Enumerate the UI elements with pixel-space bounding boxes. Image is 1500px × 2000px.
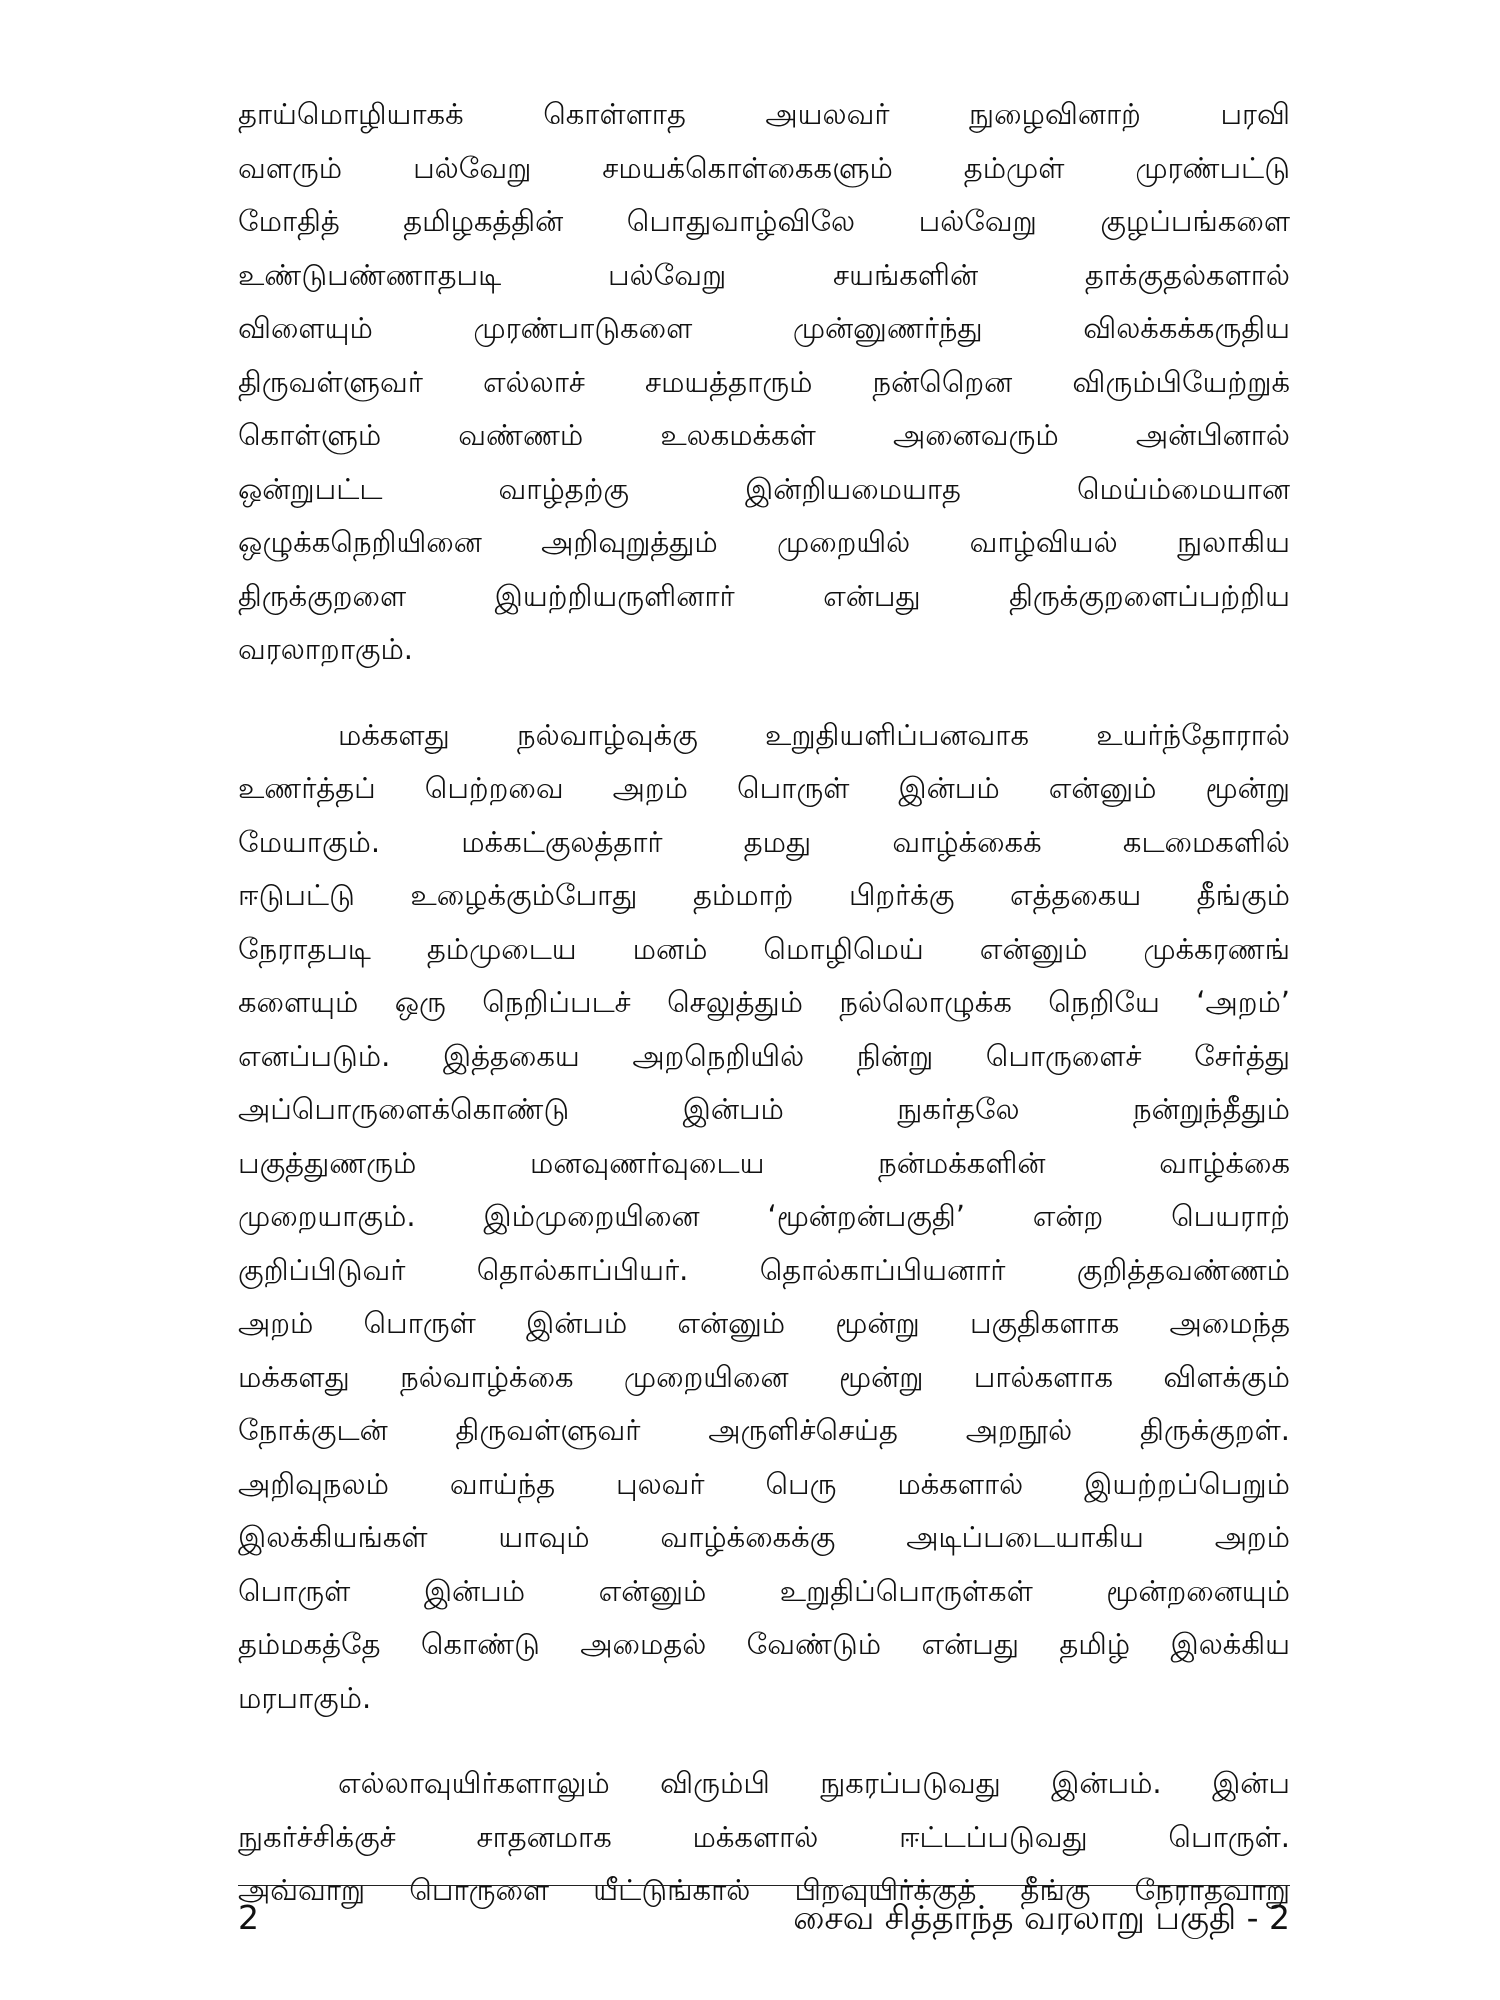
paragraph-2 xyxy=(238,709,1290,1726)
footer-divider-left xyxy=(238,1885,843,1886)
text-line: குறிப்பிடுவர் தொல்காப்பியர். தொல்காப்பியனார் குறித்தவண்ணம் xyxy=(238,1252,1290,1287)
running-title: சைவ சித்தாந்த வரலாறு பகுதி - 2 xyxy=(793,1898,1290,1937)
page-number: 2 xyxy=(238,1898,259,1937)
text-line: எல்லாவுயிர்களாலும் விரும்பி நுகரப்படுவது இன்பம். இன்ப xyxy=(338,1766,1290,1800)
text-line: மக்களது நல்வாழ்க்கை முறையினை மூன்று பால்களாக விளக்கும் xyxy=(238,1359,1290,1394)
text-line: எனப்படும். இத்தகைய அறநெறியில் நின்று பொருளைச் சேர்த்து xyxy=(238,1038,1290,1073)
paragraph-1 xyxy=(238,88,1290,677)
text-line: திருக்குறளை இயற்றியருளினார் என்பது திருக்குறளைப்பற்றிய xyxy=(238,578,1290,613)
text-line: உண்டுபண்ணாதபடி பல்வேறு சயங்களின் தாக்குதல்களால் xyxy=(238,257,1290,292)
text-line: பொருள் இன்பம் என்னும் உறுதிப்பொருள்கள் மூன்றனையும் xyxy=(238,1573,1290,1608)
text-line: ஒழுக்கநெறியினை அறிவுறுத்தும் முறையில் வாழ்வியல் நுலாகிய xyxy=(238,525,1290,559)
text-line: தம்மகத்தே கொண்டு அமைதல் வேண்டும் என்பது தமிழ் இலக்கிய xyxy=(238,1627,1290,1661)
text-line: வளரும் பல்வேறு சமயக்கொள்கைகளும் தம்முள் முரண்பட்டு xyxy=(238,150,1290,185)
text-line: விளையும் முரண்பாடுகளை முன்னுணர்ந்து விலக்கக்கருதிய xyxy=(238,311,1290,345)
text-line: ஒன்றுபட்ட வாழ்தற்கு இன்றியமையாத மெய்ம்மையான xyxy=(238,471,1290,506)
body-text xyxy=(238,88,1290,1918)
text-line: திருவள்ளுவர் எல்லாச் சமயத்தாரும் நன்றெென விரும்பியேற்றுக் xyxy=(238,364,1290,399)
text-line: நோக்குடன் திருவள்ளுவர் அருளிச்செய்த அறநூல் திருக்குறள். xyxy=(238,1413,1290,1447)
text-line: தாய்மொழியாகக் கொள்ளாத அயலவர் நுழைவினாற் பரவி xyxy=(238,97,1290,131)
footer-divider-right xyxy=(850,1885,1290,1886)
text-line: மேயாகும். மக்கட்குலத்தார் தமது வாழ்க்கைக் கடமைகளில் xyxy=(238,824,1290,859)
text-line: மக்களது நல்வாழ்வுக்கு உறுதியளிப்பனவாக உயர்ந்தோரால் xyxy=(338,717,1290,752)
text-line: இலக்கியங்கள் யாவும் வாழ்க்கைக்கு அடிப்படையாகிய அறம் xyxy=(238,1520,1290,1554)
text-line: அறம் பொருள் இன்பம் என்னும் மூன்று பகுதிகளாக அமைந்த xyxy=(238,1306,1290,1340)
text-line: பகுத்துணரும் மனவுணர்வுடைய நன்மக்களின் வாழ்க்கை xyxy=(238,1145,1290,1180)
text-line: கொள்ளும் வண்ணம் உலகமக்கள் அனைவரும் அன்பினால் xyxy=(238,418,1290,452)
text-line: மரபாகும். xyxy=(238,1680,372,1715)
paragraph-gap xyxy=(238,677,1290,709)
text-line: உணர்த்தப் பெற்றவை அறம் பொருள் இன்பம் என்னும் மூன்று xyxy=(238,771,1290,805)
paragraph-3 xyxy=(238,1757,1290,1918)
text-line: களையும் ஒரு நெறிப்படச் செலுத்தும் நல்லொழுக்க நெறியே ‘அறம்’ xyxy=(238,985,1290,1019)
paragraph-gap xyxy=(238,1725,1290,1757)
text-line: ஈடுபட்டு உழைக்கும்போது தம்மாற் பிறர்க்கு எத்தகைய தீங்கும் xyxy=(238,878,1290,912)
text-line: நுகர்ச்சிக்குச் சாதனமாக மக்களால் ஈட்டப்படுவது பொருள். xyxy=(238,1819,1290,1854)
text-line: மோதித் தமிழகத்தின் பொதுவாழ்விலே பல்வேறு குழப்பங்களை xyxy=(238,204,1290,238)
text-line: முறையாகும். இம்முறையினை ‘மூன்றன்பகுதி’ என்ற பெயராற் xyxy=(238,1199,1290,1233)
text-line: அவ்வாறு பொருளை யீட்டுங்கால் பிறவுயிர்க்குத் தீங்கு நேராதவாறு xyxy=(238,1873,1290,1907)
text-line: நேராதபடி தம்முடைய மனம் மொழிமெய் என்னும் முக்கரணங் xyxy=(238,931,1290,966)
text-line: அப்பொருளைக்கொண்டு இன்பம் நுகர்தலே நன்றுந்தீதும் xyxy=(238,1092,1290,1126)
text-line: அறிவுநலம் வாய்ந்த புலவர் பெரு மக்களால் இயற்றப்பெறும் xyxy=(238,1466,1290,1501)
text-line: வரலாறாகும். xyxy=(238,632,414,666)
